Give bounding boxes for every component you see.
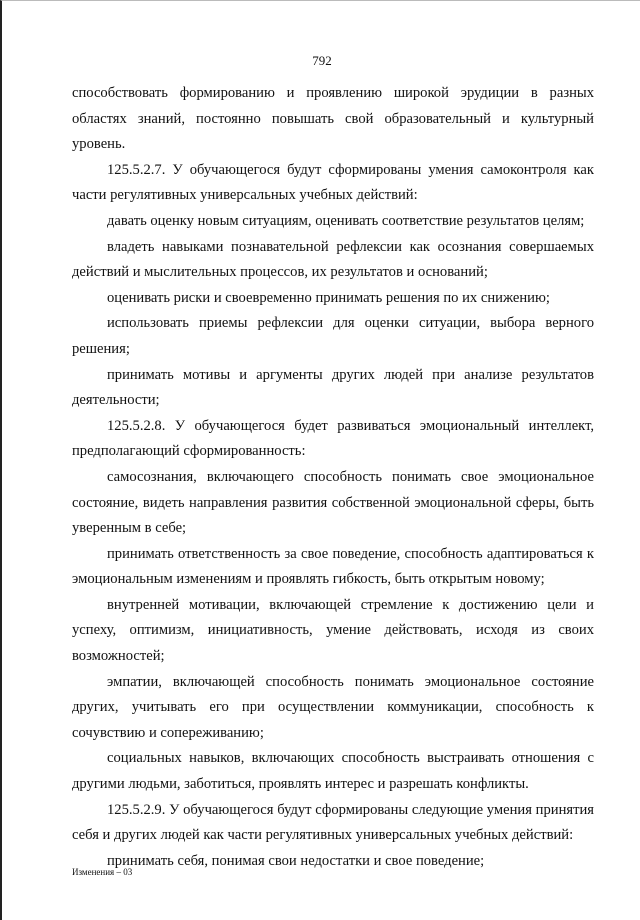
paragraph: давать оценку новым ситуациям, оценивать соответствие результатов целям; [107,212,585,229]
paragraph: принимать ответственность за свое поведение, способность адаптироваться к эмоциональным изменениям и проявлять гибкость, быть открытым новому; [72,545,594,588]
paragraph: 125.5.2.9. У обучающегося будут сформированы следующие умения принятия себя и других людей как части регулятивных универсальных учебных действий: [72,801,594,844]
paragraph: эмпатии, включающей способность понимать эмоциональное состояние других, учитывать его при осуществлении коммуникации, способность к сочувствию и сопереживанию; [72,673,594,741]
paragraph: самосознания, включающего способность понимать свое эмоциональное состояние, видеть направления развития собственной эмоциональной сферы, быть уверенным в себе; [72,468,594,537]
paragraph: 125.5.2.7. У обучающегося будут сформированы умения самоконтроля как части регулятивных универсальных учебных действий: [72,161,594,204]
paragraph: социальных навыков, включающих способность выстраивать отношения с другими людьми, заботиться, проявлять интерес и разрешать конфликты. [72,750,594,793]
paragraph: принимать мотивы и аргументы других людей при анализе результатов деятельности; [72,366,594,409]
document-body [72,81,594,874]
page-number: 792 [312,53,332,68]
paragraph: внутренней мотивации, включающей стремление к достижению цели и успеху, оптимизм, инициативность, умение действовать, исходя из своих возможностей; [72,596,594,665]
paragraph: 125.5.2.8. У обучающегося будет развиваться эмоциональный интеллект, предполагающий сформированность: [72,417,594,460]
footer-revision: Изменения – 03 [72,867,133,877]
paragraph: оценивать риски и своевременно принимать решения по их снижению; [107,289,550,306]
paragraph: способствовать формированию и проявлению широкой эрудиции в разных областях знаний, постоянно повышать свой образовательный и культурный уровень. [72,85,594,153]
paragraph: владеть навыками познавательной рефлексии как осознания совершаемых действий и мыслительных процессов, их результатов и оснований; [72,238,594,281]
paragraph: использовать приемы рефлексии для оценки ситуации, выбора верного решения; [72,315,594,357]
paragraph: принимать себя, понимая свои недостатки и свое поведение; [107,852,485,869]
